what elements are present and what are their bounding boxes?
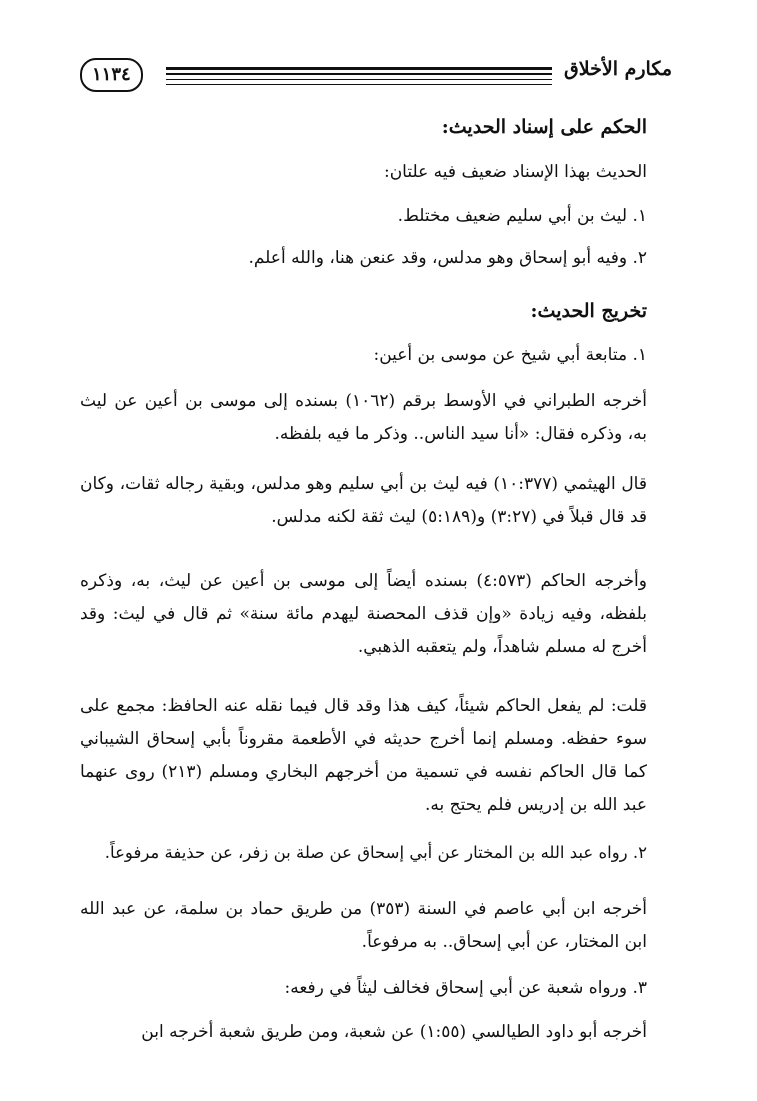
takhrij-paragraph: قلت: لم يفعل الحاكم شيئاً، كيف هذا وقد قال فيما نقله عنه الحافظ: مجمع على سوء حفظه. ومسلم إنما أخرج حديثه في الأطعمة مقروناً بأبي إسحاق الشيباني كما قال الحاكم نفسه في تسمية من أخرجهم البخاري ومسلم (٢١٣) روى عنهما عبد الله بن إدريس فلم يحتج به. [80,696,647,815]
isnad-point: ١. ليث بن أبي سليم ضعيف مختلط. [397,206,647,226]
section-heading-isnad: الحكم على إسناد الحديث: [441,116,647,138]
takhrij-paragraph: وأخرجه الحاكم (٤:٥٧٣) بسنده أيضاً إلى موسى بن أعين عن ليث، به، وذكره بلفظه، وفيه زيادة «وإن قذف المحصنة ليهدم مائة سنة» ثم قال في ليث: وقد أخرج له مسلم شاهداً، ولم يتعقبه الذهبي. [80,571,647,657]
takhrij-item-title: ١. متابعة أبي شيخ عن موسى بن أعين: [373,345,647,365]
takhrij-paragraph: أخرجه أبو داود الطيالسي (١:٥٥) عن شعبة، ومن طريق شعبة أخرجه ابن [141,1022,647,1042]
isnad-point: ٢. وفيه أبو إسحاق وهو مدلس، وقد عنعن هنا، والله أعلم. [248,248,647,268]
page-number: ١١٣٤ [80,58,143,92]
isnad-intro: الحديث بهذا الإسناد ضعيف فيه علتان: [383,162,647,182]
takhrij-paragraph: أخرجه ابن أبي عاصم في السنة (٣٥٣) من طريق حماد بن سلمة، عن عبد الله ابن المختار، عن أبي إسحاق.. به مرفوعاً. [80,899,647,952]
takhrij-item-title: ٢. رواه عبد الله بن المختار عن أبي إسحاق عن صلة بن زفر، عن حذيفة مرفوعاً. [104,843,647,862]
book-title: مكارم الأخلاق [564,58,672,80]
header-rule [166,84,552,85]
header-rule [166,73,552,75]
header-rule [166,79,552,80]
takhrij-item-title: ٣. ورواه شعبة عن أبي إسحاق فخالف ليثاً في رفعه: [284,978,647,998]
takhrij-paragraph: أخرجه الطبراني في الأوسط برقم (١٠٦٢) بسنده إلى موسى بن أعين عن ليث به، وذكره فقال: «أنا سيد الناس.. وذكر ما فيه بلفظه. [80,391,647,444]
section-heading-takhrij: تخريج الحديث: [530,300,647,322]
header-rule [166,67,552,70]
running-header [80,58,672,94]
takhrij-paragraph: قال الهيثمي (١٠:٣٧٧) فيه ليث بن أبي سليم وهو مدلس، وبقية رجاله ثقات، وكان قد قال قبلاً في (٣:٢٧) و(٥:١٨٩) ليث ثقة لكنه مدلس. [80,474,647,527]
